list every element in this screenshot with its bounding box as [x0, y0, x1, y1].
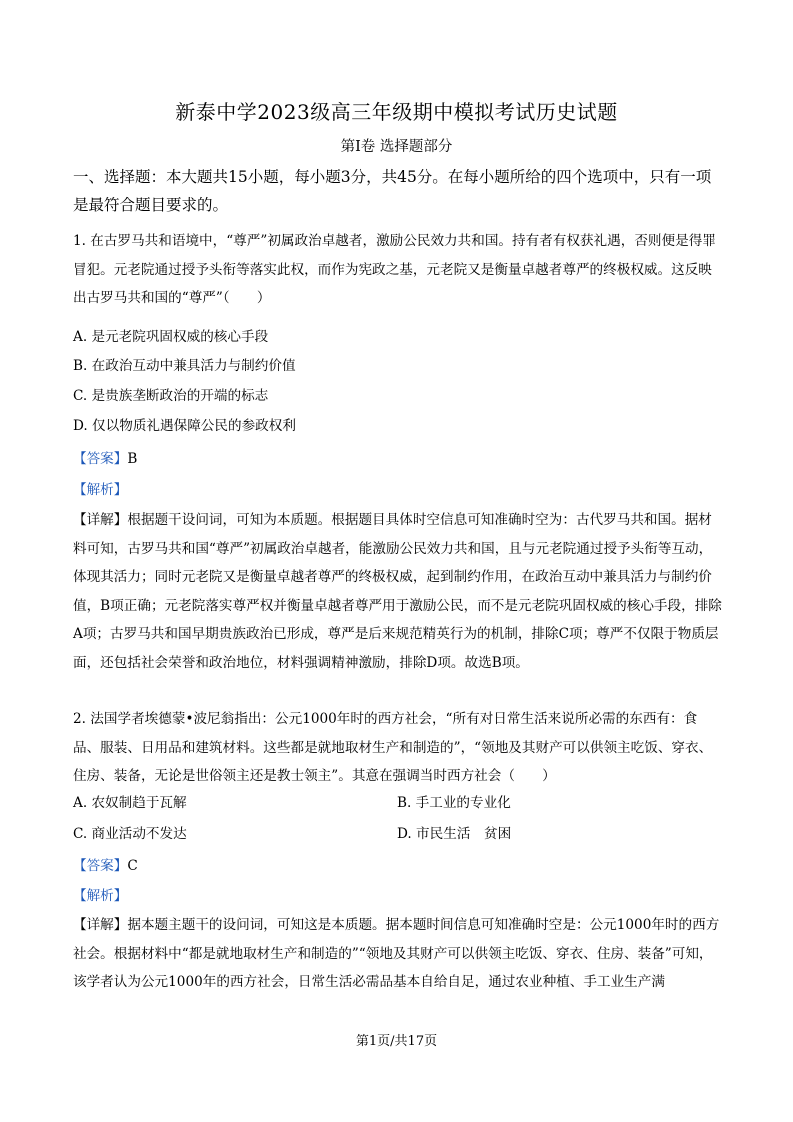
- answer-value: C: [127, 858, 138, 874]
- question-2-option-c: C. 商业活动不发达: [73, 826, 187, 842]
- question-1-stem: 1. 在古罗马共和语境中，“尊严”初属政治卓越者，激励公民效力共和国。持有者有权获礼遇，否则便是得罪冒犯。元老院通过授予头衔等落实此权，而作为宪政之基，元老院又是衡量卓越者尊严的终极权威。这反映出古罗马共和国的“尊严”（ ）: [73, 233, 716, 307]
- detail-tag: 【详解】: [73, 917, 128, 933]
- question-1-answer: [73, 449, 137, 469]
- question-1-option-a: A. 是元老院巩固权威的核心手段: [73, 329, 269, 345]
- question-2-answer: [73, 856, 138, 876]
- question-1-detail: [73, 506, 723, 678]
- answer-value: B: [127, 451, 138, 467]
- question-2-detail: [73, 911, 723, 997]
- detail-text: 据本题主题干的设问词，可知这是本质题。据本题时间信息可知准确时空是：公元1000年时的西方社会。根据材料中“都是就地取材生产和制造的”“领地及其财产可以供领主吃饭、穿衣、住房、装备”可知，该学者认为公元1000年的西方社会，日常生活必需品基本自给自足，通过农业种植、手工业生产满: [73, 917, 720, 991]
- question-2-analysis-tag: 【解析】: [73, 888, 128, 904]
- section-intro: 一、选择题：本大题共15小题，每小题3分，共45分。在每小题所给的四个选项中，只有一项是最符合题目要求的。: [73, 168, 712, 214]
- answer-tag: 【答案】: [73, 858, 128, 874]
- section-subtitle: 第Ⅰ卷 选择题部分: [340, 139, 453, 155]
- detail-text: 根据题干设问词，可知为本质题。根据题目具体时空信息可知准确时空为：古代罗马共和国。据材料可知，古罗马共和国“尊严”初属政治卓越者，能激励公民效力共和国，且与元老院通过授予头衔等互动，体现其活力；同时元老院又是衡量卓越者尊严的终极权威，起到制约作用，在政治互动中兼具活力与制约价值，B项正确；元老院落实尊严权并衡量卓越者尊严用于激励公民，而不是元老院巩固权威的核心手段，排除A项；古罗马共和国早期贵族政治已形成，尊严是后来规范精英行为的机制，排除C项；尊严不仅限于物质层面，还包括社会荣誉和政治地位，材料强调精神激励，排除D项。故选B项。: [73, 512, 722, 671]
- question-1-option-c: C. 是贵族垄断政治的开端的标志: [73, 388, 269, 404]
- question-1-analysis-tag: 【解析】: [73, 482, 128, 498]
- question-2-option-b: B. 手工业的专业化: [397, 795, 511, 811]
- detail-tag: 【详解】: [73, 512, 128, 528]
- question-2-stem: 2. 法国学者埃德蒙•波尼翁指出：公元1000年时的西方社会，“所有对日常生活来说所必需的东西有：食品、服装、日用品和建筑材料。这些都是就地取材生产和制造的”，“领地及其财产可以供领主吃饭、穿衣、住房、装备，无论是世俗领主还是教士领主”。其意在强调当时西方社会（ ）: [73, 711, 713, 785]
- question-2-option-d: D. 市民生活 贫困: [397, 826, 512, 842]
- question-1-option-b: B. 在政治互动中兼具活力与制约价值: [73, 358, 296, 374]
- page-number-footer: 第1页/共17页: [355, 1034, 438, 1049]
- answer-tag: 【答案】: [73, 451, 128, 467]
- page-title: 新泰中学2023级高三年级期中模拟考试历史试题: [175, 100, 618, 124]
- question-1-option-d: D. 仅以物质礼遇保障公民的参政权利: [73, 418, 296, 434]
- question-2-option-a: A. 农奴制趋于瓦解: [73, 795, 187, 811]
